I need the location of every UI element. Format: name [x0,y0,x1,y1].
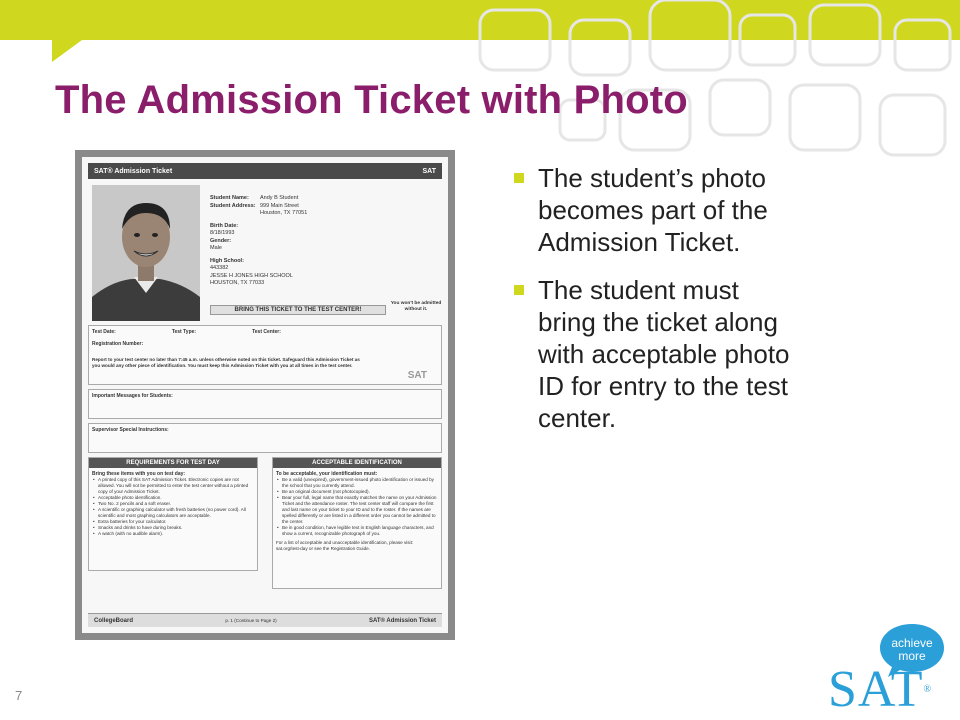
ticket-header-sat: SAT [422,167,436,175]
acceptable-id-box [272,457,442,589]
test-date-label: Test Date: [92,329,116,335]
student-photo [92,185,200,321]
student-portrait [92,185,200,321]
ticket-sat-mark: SAT [407,370,427,381]
list-item: • Be an original document (not photocopied). [276,489,438,495]
acceptable-id-list [276,477,438,537]
important-messages-label: Important Messages for Students: [92,393,173,399]
student-address-label: Student Address: [210,202,256,209]
registration-number-label: Registration Number: [92,341,144,347]
high-school-name: JESSE H JONES HIGH SCHOOL [210,272,293,279]
list-item: • Two No. 2 pencils and a soft eraser. [92,501,254,507]
birth-date: 8/18/1993 [210,230,235,236]
sat-logo: SAT® [828,661,933,718]
address-line1: 999 Main Street [260,202,299,209]
ticket-page-note: p. 1 (Continue to Page 2) [225,618,277,623]
high-school-code: 443382 [210,265,229,271]
test-center-label: Test Center: [252,329,281,335]
list-item [512,274,802,434]
acceptable-id-intro: To be acceptable, your identification must: [276,471,378,477]
gender-label: Gender: [210,237,232,244]
acceptable-id-footer: For a list of acceptable and unacceptable identification, please visit: sat.org/test-day or see the Registration Guide. [276,540,414,551]
more-text: more [898,649,926,663]
top-accent-notch [52,40,82,62]
admission-ticket [82,157,448,633]
supervisor-instructions-label: Supervisor Special Instructions: [92,427,169,433]
requirements-heading: REQUIREMENTS FOR TEST DAY [89,458,257,468]
bullet-text: The student must bring the ticket along with acceptable photo ID for entry to the test center. [538,275,790,433]
test-details-box [88,325,442,385]
bullet-list [512,162,802,450]
list-item: • Extra batteries for your calculator. [92,519,254,525]
test-type-label: Test Type: [171,329,197,335]
collegeboard-logo: CollegeBoard [94,617,134,624]
bring-ticket-banner: BRING THIS TICKET TO THE TEST CENTER! [210,305,386,315]
high-school-label: High School: [210,257,244,264]
list-item: • A printed copy of this SAT Admission Ticket. Electronic copies are not allowed. You will not be permitted to enter the test center without a printed copy of your Admission Ticket. [92,477,254,495]
report-instructions: Report to your test center no later than 7:45 a.m. unless otherwise noted on this ticket. Safeguard this Admission Ticket as you would any other piece of identification. You must keep this Admission Ticket with you at all times in the test center. [92,357,360,368]
admission-ticket-image [75,150,455,640]
requirements-box [88,457,258,571]
list-item: • Snacks and drinks to have during breaks. [92,525,254,531]
sat-logo-text: SAT [828,661,924,718]
important-messages-box [88,389,442,419]
wont-be-admitted-note: You won't be admitted without it. [390,301,442,312]
high-school-city: HOUSTON, TX 77033 [210,280,265,286]
supervisor-instructions-box [88,423,442,453]
acceptable-id-heading: ACCEPTABLE IDENTIFICATION [273,458,441,468]
bullet-square-icon [514,285,524,295]
list-item: • Be a valid (unexpired), government-issued photo identification or issued by the school that you currently attend. [276,477,438,489]
ticket-header [88,163,442,179]
ticket-footer [88,613,442,627]
list-item: • A watch (with no audible alarm). [92,531,254,537]
gender: Male [210,245,222,251]
page-number: 7 [15,688,23,703]
bullet-text: The student’s photo becomes part of the Admission Ticket. [538,163,768,257]
requirements-intro: Bring these items with you on test day: [92,471,186,477]
student-name-label: Student Name: [210,195,249,201]
list-item: • Acceptable photo identification. [92,495,254,501]
student-name: Andy B Student [260,195,299,201]
slide-title: The Admission Ticket with Photo [55,78,688,122]
achieve-text: achieve [891,636,933,650]
ticket-footer-title: SAT® Admission Ticket [368,617,436,624]
address-line2: Houston, TX 77051 [260,210,308,216]
list-item [512,162,802,258]
bullet-square-icon [514,173,524,183]
student-info [210,195,390,288]
list-item: • Bear your full, legal name that exactly matches the name on your Admission Ticket and the attendance roster. The test center staff will compare the first and last name on your ticket to your ID and to the roster. If the names are spelled differently or are listed in a different order you cannot be admitted to the center. [276,495,438,525]
requirements-list [92,477,254,537]
list-item: • Be in good condition, have legible text in English language characters, and show a current, recognizable photograph of you. [276,525,438,537]
ticket-header-title: SAT® Admission Ticket [94,167,173,175]
birth-date-label: Birth Date: [210,222,239,229]
list-item: • A scientific or graphing calculator with fresh batteries (no power cord). All scientific and most graphing calculators are acceptable. [92,507,254,519]
